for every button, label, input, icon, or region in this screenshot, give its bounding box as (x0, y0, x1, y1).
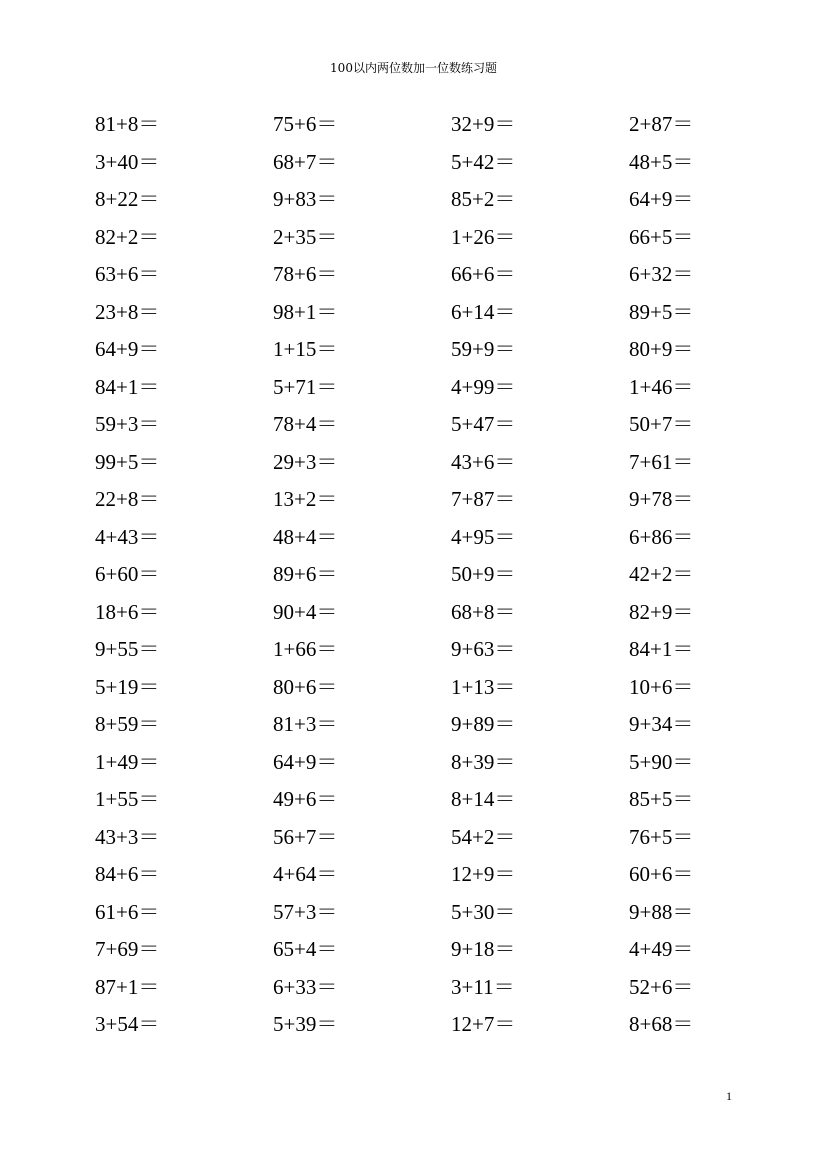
problem-item: 48+5＝ (629, 149, 694, 174)
problem-item: 8+22＝ (95, 187, 160, 211)
problem-item: 1+13＝ (451, 674, 516, 699)
problem-item: 52+6＝ (629, 974, 694, 999)
problem-item: 7+87＝ (451, 487, 516, 511)
problem-item: 80+6＝ (273, 674, 338, 699)
problem-item: 57+3＝ (273, 899, 338, 924)
problem-item: 50+9＝ (451, 562, 516, 586)
problem-item: 5+71＝ (273, 374, 338, 399)
problem-item: 8+68＝ (629, 1012, 694, 1036)
problem-item: 87+1＝ (95, 974, 160, 999)
problem-item: 8+59＝ (95, 712, 160, 736)
problem-item: 29+3＝ (273, 449, 338, 474)
problem-item: 59+9＝ (451, 337, 516, 361)
problem-item: 59+3＝ (95, 412, 160, 436)
problem-item: 76+5＝ (629, 824, 694, 849)
problem-item: 9+83＝ (273, 187, 338, 211)
problem-item: 9+78＝ (629, 487, 694, 511)
problem-item: 80+9＝ (629, 337, 694, 361)
problem-item: 5+90＝ (629, 749, 694, 774)
problem-item: 23+8＝ (95, 299, 160, 324)
problem-item: 9+18＝ (451, 937, 516, 961)
problem-item: 1+15＝ (273, 337, 338, 361)
problem-item: 50+7＝ (629, 412, 694, 436)
problem-item: 90+4＝ (273, 599, 338, 624)
problem-item: 43+3＝ (95, 824, 160, 849)
problem-item: 75+6＝ (273, 112, 338, 136)
page-title: 100以内两位数加一位数练习题 (330, 61, 497, 75)
problem-item: 78+4＝ (273, 412, 338, 436)
problem-item: 4+99＝ (451, 374, 516, 399)
problem-item: 54+2＝ (451, 824, 516, 849)
problem-item: 68+7＝ (273, 149, 338, 174)
problem-item: 32+9＝ (451, 112, 516, 136)
problem-item: 63+6＝ (95, 262, 160, 286)
problem-item: 9+88＝ (629, 899, 694, 924)
problem-item: 9+89＝ (451, 712, 516, 736)
problem-item: 4+95＝ (451, 524, 516, 549)
problem-item: 5+30＝ (451, 899, 516, 924)
problem-item: 60+6＝ (629, 862, 694, 886)
problem-item: 84+1＝ (95, 374, 160, 399)
problem-item: 84+6＝ (95, 862, 160, 886)
problem-item: 89+6＝ (273, 562, 338, 586)
problem-item: 22+8＝ (95, 487, 160, 511)
problem-item: 4+43＝ (95, 524, 160, 549)
problem-item: 68+8＝ (451, 599, 516, 624)
problem-item: 6+60＝ (95, 562, 160, 586)
problem-item: 98+1＝ (273, 299, 338, 324)
problem-item: 48+4＝ (273, 524, 338, 549)
problem-item: 5+47＝ (451, 412, 516, 436)
problem-item: 6+32＝ (629, 262, 694, 286)
problem-item: 85+2＝ (451, 187, 516, 211)
problem-item: 13+2＝ (273, 487, 338, 511)
problem-item: 49+6＝ (273, 787, 338, 811)
problem-item: 1+49＝ (95, 749, 160, 774)
problem-item: 65+4＝ (273, 937, 338, 961)
problem-item: 61+6＝ (95, 899, 160, 924)
problem-item: 81+8＝ (95, 112, 160, 136)
problem-item: 56+7＝ (273, 824, 338, 849)
problem-item: 3+54＝ (95, 1012, 160, 1036)
problem-item: 84+1＝ (629, 637, 694, 661)
problem-item: 43+6＝ (451, 449, 516, 474)
problem-item: 64+9＝ (273, 749, 338, 774)
problem-item: 78+6＝ (273, 262, 338, 286)
problem-item: 18+6＝ (95, 599, 160, 624)
problem-item: 85+5＝ (629, 787, 694, 811)
problem-item: 9+34＝ (629, 712, 694, 736)
problem-item: 82+9＝ (629, 599, 694, 624)
problem-item: 81+3＝ (273, 712, 338, 736)
problem-item: 3+40＝ (95, 149, 160, 174)
problem-item: 66+5＝ (629, 224, 694, 249)
problem-item: 8+39＝ (451, 749, 516, 774)
problem-item: 3+11＝ (451, 974, 515, 999)
problem-item: 89+5＝ (629, 299, 694, 324)
problem-item: 7+69＝ (95, 937, 160, 961)
problem-item: 1+55＝ (95, 787, 160, 811)
problem-item: 5+19＝ (95, 674, 160, 699)
problem-item: 66+6＝ (451, 262, 516, 286)
problem-grid (95, 106, 745, 1044)
problem-item: 6+33＝ (273, 974, 338, 999)
problem-item: 82+2＝ (95, 224, 160, 249)
problem-item: 64+9＝ (95, 337, 160, 361)
problem-item: 42+2＝ (629, 562, 694, 586)
problem-item: 5+39＝ (273, 1012, 338, 1036)
problem-item: 9+63＝ (451, 637, 516, 661)
problem-item: 4+64＝ (273, 862, 338, 886)
page-number: 1 (726, 1089, 732, 1103)
problem-item: 2+35＝ (273, 224, 338, 249)
problem-item: 1+26＝ (451, 224, 516, 249)
problem-item: 64+9＝ (629, 187, 694, 211)
problem-item: 2+87＝ (629, 112, 694, 136)
problem-item: 1+46＝ (629, 374, 694, 399)
problem-item: 12+9＝ (451, 862, 516, 886)
problem-item: 6+14＝ (451, 299, 516, 324)
problem-item: 8+14＝ (451, 787, 516, 811)
problem-item: 7+61＝ (629, 449, 694, 474)
problem-item: 4+49＝ (629, 937, 694, 961)
problem-item: 9+55＝ (95, 637, 160, 661)
problem-item: 99+5＝ (95, 449, 160, 474)
problem-item: 5+42＝ (451, 149, 516, 174)
problem-item: 1+66＝ (273, 637, 338, 661)
problem-item: 10+6＝ (629, 674, 694, 699)
problem-item: 12+7＝ (451, 1012, 516, 1036)
problem-item: 6+86＝ (629, 524, 694, 549)
